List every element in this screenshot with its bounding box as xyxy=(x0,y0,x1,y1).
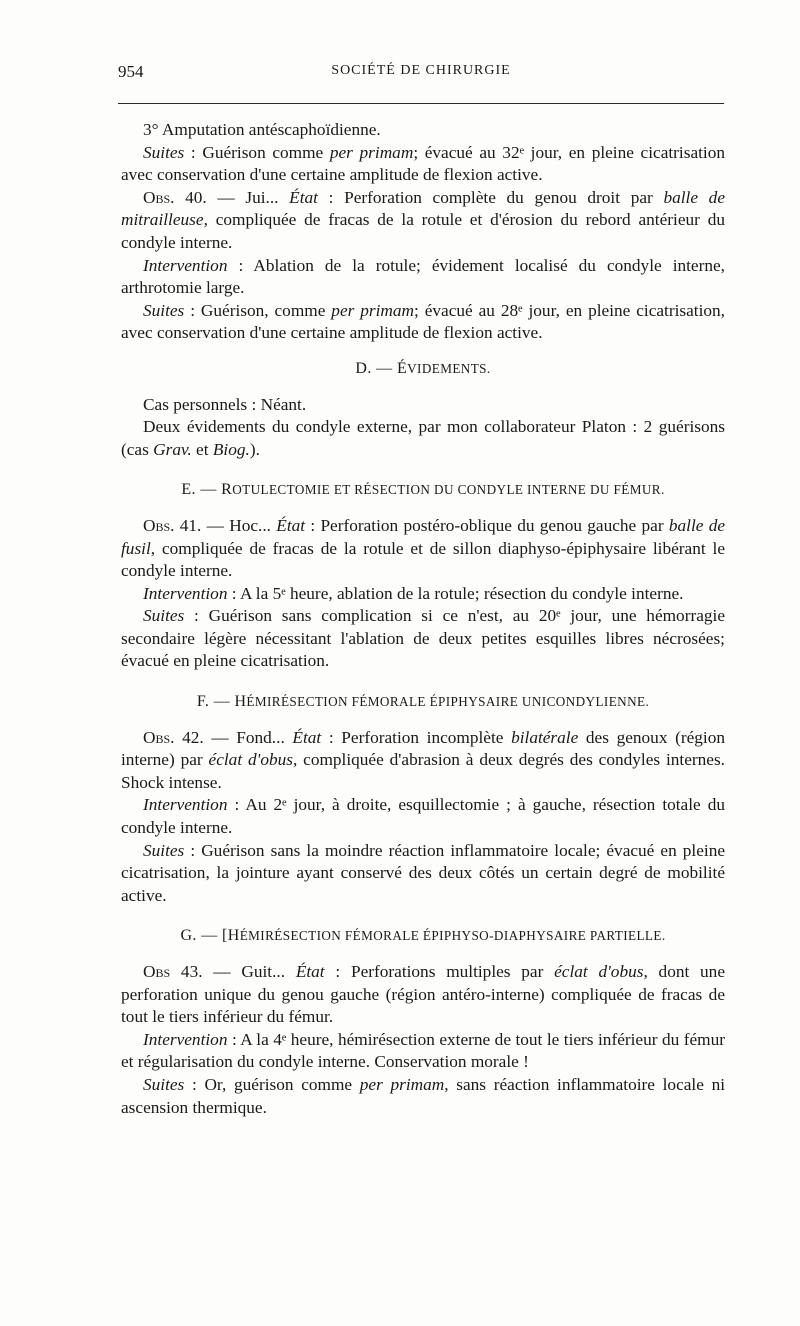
suites-label: Suites xyxy=(143,1074,185,1094)
intervention-label: Intervention xyxy=(143,795,228,815)
paragraph-text: : A la 4ᵉ heure, hémirésection externe de tout le tiers inférieur du fémur et régularisation du condyle interne. Conservation morale ! xyxy=(121,1029,725,1072)
section-initial: [H xyxy=(222,927,240,945)
intervention-label: Intervention xyxy=(143,1029,228,1049)
etat-label: État xyxy=(295,962,325,981)
paragraph-text: des genoux (région interne) par xyxy=(121,727,725,770)
paragraph-text: 3° Amputation antéscaphoïdienne. xyxy=(143,120,381,139)
emphasis-text: per primam xyxy=(331,300,415,320)
observation-41 xyxy=(121,515,725,583)
emphasis-text: Grav. xyxy=(153,439,192,459)
suites-label: Suites xyxy=(143,142,185,162)
paragraph-text: : Perforation incomplète xyxy=(321,727,512,747)
paragraph-text: , compliquée d'abrasion à deux degrés des condyles internes. Shock intense. xyxy=(121,750,725,792)
paragraph-text: : Guérison sans complication si ce n'est, au 20ᵉ jour, une hémorragie secondaire légère nécessitant l'ablation de deux petites esquilles libres nécrosées; évacué en pleine cicatrisation. xyxy=(121,606,725,671)
emphasis-text: balle de mitrailleuse xyxy=(121,187,725,230)
patient-name: — Jui... xyxy=(206,187,290,207)
section-initial: É xyxy=(396,359,408,377)
section-letter: F. — xyxy=(196,693,235,711)
page-number: 954 xyxy=(118,62,144,81)
section-initial: R xyxy=(221,481,233,499)
emphasis-text: per primam xyxy=(329,142,414,162)
section-title: OTULECTOMIE ET RÉSECTION DU CONDYLE INTERNE DU FÉMUR. xyxy=(232,482,665,498)
paragraph-text: et xyxy=(191,439,213,459)
header-rule xyxy=(118,103,724,104)
paragraph-text: , sans réaction inflammatoire locale ni ascension thermique. xyxy=(121,1074,726,1117)
section-heading-e xyxy=(121,479,725,502)
paragraph-text: : Perforations multiples par xyxy=(324,962,555,981)
amputation-line xyxy=(121,119,725,142)
suites-label: Suites xyxy=(143,840,185,860)
paragraph-text: : A la 5ᵉ heure, ablation de la rotule; résection du condyle interne. xyxy=(227,583,684,603)
etat-label: État xyxy=(289,187,318,207)
paragraph-text: : Au 2ᵉ jour, à droite, esquillectomie ; à gauche, résection totale du condyle interne. xyxy=(121,795,725,838)
emphasis-text: per primam xyxy=(359,1074,445,1094)
section-title: ÉMIRÉSECTION FÉMORALE ÉPIPHYSO-DIAPHYSAIRE PARTIELLE. xyxy=(239,928,666,944)
paragraph-intervention xyxy=(121,583,725,606)
paragraph-text: : Or, guérison comme xyxy=(184,1074,360,1094)
paragraph-text: ; évacué au 28ᵉ jour, en pleine cicatrisation, avec conservation d'une certaine amplitude de flexion active. xyxy=(121,300,726,343)
emphasis-text: éclat d'obus xyxy=(208,750,293,770)
section-title: ÉMIRÉSECTION FÉMORALE ÉPIPHYSAIRE UNICONDYLIENNE. xyxy=(246,694,650,710)
etat-label: État xyxy=(276,515,306,535)
section-heading-f xyxy=(121,691,725,714)
page-header xyxy=(118,62,724,88)
emphasis-text: balle de fusil xyxy=(121,515,726,558)
observation-number: Obs 43. xyxy=(143,962,203,981)
suites-label: Suites xyxy=(143,300,185,320)
paragraph-text: , compliquée de fracas de la rotule et de sillon diaphyso-épiphysaire libérant le condyle interne. xyxy=(121,538,725,581)
observation-number: Obs. 40. xyxy=(143,187,207,207)
emphasis-text: bilatérale xyxy=(511,727,579,747)
running-head: SOCIÉTÉ DE CHIRURGIE xyxy=(331,63,511,78)
emphasis-text: Biog. xyxy=(212,439,250,459)
section-initial: H xyxy=(234,693,247,711)
observation-42 xyxy=(121,727,725,795)
paragraph-intervention xyxy=(121,794,725,839)
paragraph-suites xyxy=(121,840,725,908)
paragraph-suites xyxy=(121,605,725,673)
section-letter: G. — xyxy=(180,927,223,945)
paragraph-evidements xyxy=(121,416,725,461)
paragraph-text: : Ablation de la rotule; évidement localisé du condyle interne, arthrotomie large. xyxy=(121,255,725,298)
section-letter: D. — xyxy=(355,359,397,377)
emphasis-text: éclat d'obus xyxy=(554,962,644,981)
paragraph-text: : Guérison, comme xyxy=(184,300,332,320)
paragraph-text: : Perforation complète du genou droit par xyxy=(317,187,664,207)
paragraph-suites xyxy=(121,300,725,345)
section-heading-g xyxy=(121,925,725,948)
suites-label: Suites xyxy=(143,606,185,626)
section-heading-d xyxy=(121,358,725,381)
paragraph-text: , compliquée de fracas de la rotule et d'érosion du rebord antérieur du condyle interne. xyxy=(121,210,725,252)
paragraph-text: : Guérison comme xyxy=(184,142,330,162)
paragraph-cases xyxy=(121,394,725,417)
observation-43 xyxy=(121,961,725,1029)
paragraph-text: : Perforation postéro-oblique du genou gauche par xyxy=(305,515,669,535)
body-text xyxy=(121,119,725,1119)
paragraph-intervention xyxy=(121,1029,725,1074)
paragraph-text: ). xyxy=(249,439,260,459)
section-title: VIDEMENTS. xyxy=(407,360,491,376)
paragraph-suites xyxy=(121,1074,725,1119)
etat-label: État xyxy=(292,727,322,747)
intervention-label: Intervention xyxy=(143,255,228,275)
paragraph-suites xyxy=(121,142,725,187)
paragraph-text: , dont une perforation unique du genou gauche (région antéro-interne) compliquée de fracas de tout le tiers inférieur du fémur. xyxy=(121,962,725,1027)
intervention-label: Intervention xyxy=(143,583,228,603)
paragraph-text: ; évacué au 32ᵉ jour, en pleine cicatrisation avec conservation d'une certaine amplitude de flexion active. xyxy=(121,142,726,185)
observation-number: Obs. 41. xyxy=(143,515,202,535)
patient-name: — Hoc... xyxy=(201,515,277,535)
section-letter: E. — xyxy=(181,481,222,499)
paragraph-intervention xyxy=(121,255,725,300)
observation-40 xyxy=(121,187,725,255)
paragraph-text: Cas personnels : Néant. xyxy=(143,394,307,414)
observation-number: Obs. 42. xyxy=(143,727,204,747)
patient-name: — Fond... xyxy=(203,727,293,747)
paragraph-text: Deux évidements du condyle externe, par mon collaborateur Platon : 2 guérisons (cas xyxy=(121,417,725,459)
paragraph-text: : Guérison sans la moindre réaction inflammatoire locale; évacué en pleine cicatrisation, la jointure ayant conservé des deux côtés un certain degré de mobilité active. xyxy=(121,840,725,905)
patient-name: — Guit... xyxy=(202,962,296,981)
